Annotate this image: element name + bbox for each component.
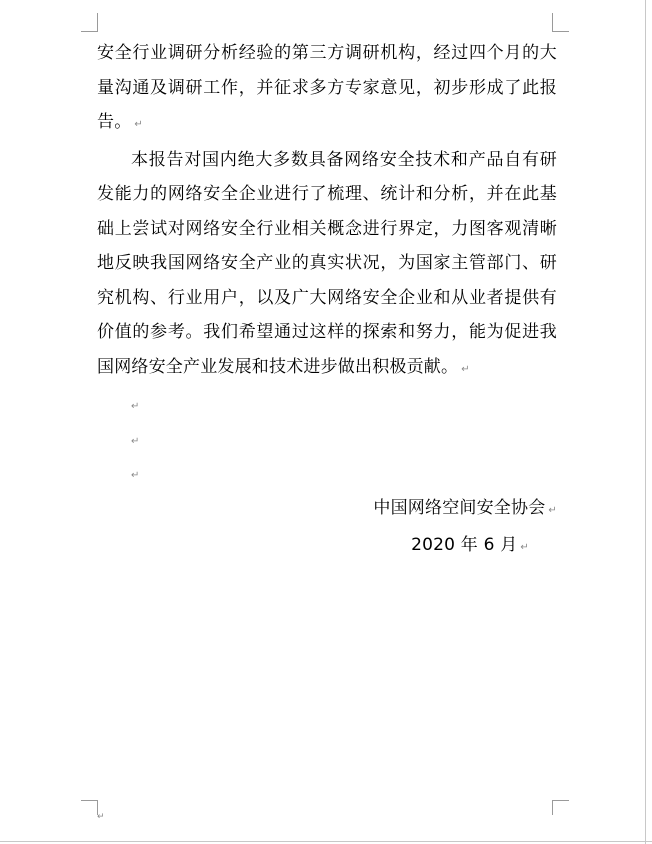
page-right-edge <box>645 0 646 844</box>
page-bottom-edge <box>0 841 652 842</box>
paragraph-1[interactable] <box>97 36 557 143</box>
signature-date-text: 2020 年 6 月 <box>411 535 518 555</box>
paragraph-mark-icon: ↵ <box>131 435 140 447</box>
paragraph-mark-icon: ↵ <box>131 470 140 481</box>
signature-organization[interactable] <box>97 491 557 529</box>
signature-organization-text: 中国网络空间安全协会 <box>373 497 546 518</box>
empty-paragraph-3[interactable] <box>97 456 557 491</box>
crop-mark-top-right <box>552 13 569 32</box>
empty-paragraph-2[interactable] <box>97 422 557 457</box>
paragraph-mark-icon: ↵ <box>520 542 529 553</box>
paragraph-2-text: 本报告对国内绝大多数具备网络安全技术和产品自有研发能力的网络安全企业进行了梳理、统计和分析，并在此基础上尝试对网络安全行业相关概念进行界定，力图客观清晰地反映我国网络安全产业的真实状况，为国家主管部门、研究机构、行业用户，以及广大网络安全企业和从业者提供有价值的参考。我们希望通过这样的探索和努力，能为促进我国网络安全产业发展和技术进步做出积极贡献。 <box>97 149 557 377</box>
document-body[interactable] <box>97 36 557 566</box>
end-paragraph-mark-icon: ↵ <box>97 812 105 822</box>
empty-paragraph-1[interactable] <box>97 387 557 422</box>
paragraph-1-text: 安全行业调研分析经验的第三方调研机构，经过四个月的大量沟通及调研工作，并征求多方专家意见，初步形成了此报告。 <box>97 43 557 132</box>
crop-mark-top-left <box>81 13 98 32</box>
paragraph-mark-icon: ↵ <box>548 504 557 516</box>
paragraph-mark-icon: ↵ <box>134 119 143 130</box>
paragraph-mark-icon: ↵ <box>461 363 470 375</box>
signature-date[interactable] <box>97 528 557 566</box>
crop-mark-bottom-left <box>81 800 98 815</box>
crop-mark-bottom-right <box>552 800 569 815</box>
paragraph-mark-icon: ↵ <box>131 401 140 412</box>
paragraph-2[interactable] <box>97 143 557 388</box>
